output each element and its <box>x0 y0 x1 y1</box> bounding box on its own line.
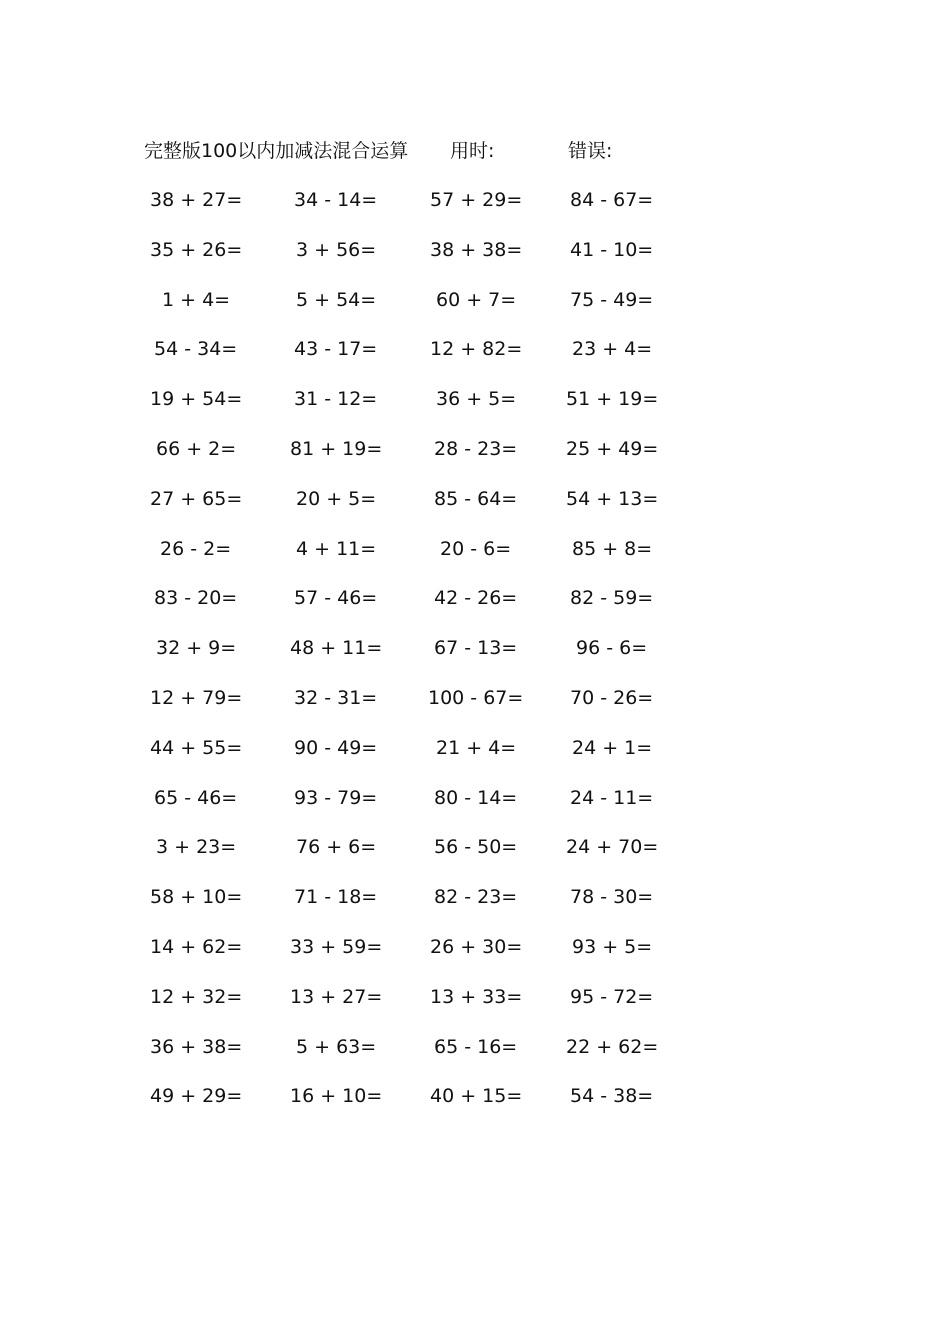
problem-row <box>0 285 950 335</box>
problem-item: 38 + 27= <box>150 189 243 211</box>
problem-row <box>0 733 950 783</box>
problem-item: 5 + 63= <box>296 1035 377 1058</box>
problem-item: 81 + 19= <box>290 437 383 460</box>
problem-row <box>0 484 950 534</box>
problem-grid <box>0 185 950 1131</box>
problem-item: 26 - 2= <box>160 537 232 560</box>
problem-row <box>0 185 950 235</box>
problem-item: 82 - 23= <box>434 886 518 909</box>
problem-item: 13 + 33= <box>430 985 523 1008</box>
problem-item: 44 + 55= <box>150 736 243 759</box>
problem-item: 26 + 30= <box>430 935 523 958</box>
problem-item: 60 + 7= <box>436 288 517 311</box>
problem-row <box>0 932 950 982</box>
problem-row <box>0 583 950 633</box>
problem-item: 82 - 59= <box>570 587 654 610</box>
problem-item: 58 + 10= <box>150 886 243 909</box>
errors-label: 错误: <box>568 140 613 162</box>
problem-item: 83 - 20= <box>154 587 238 610</box>
problem-row <box>0 633 950 683</box>
problem-row <box>0 334 950 384</box>
problem-item: 25 + 49= <box>566 437 659 460</box>
worksheet-header <box>0 136 950 166</box>
problem-item: 80 - 14= <box>434 786 518 809</box>
problem-row <box>0 783 950 833</box>
problem-item: 67 - 13= <box>434 637 518 660</box>
problem-item: 20 + 5= <box>296 487 377 510</box>
problem-item: 35 + 26= <box>150 238 243 261</box>
problem-item: 3 + 56= <box>296 238 377 261</box>
problem-row <box>0 832 950 882</box>
problem-row <box>0 534 950 584</box>
problem-item: 48 + 11= <box>290 637 383 660</box>
problem-item: 43 - 17= <box>294 338 378 361</box>
problem-item: 19 + 54= <box>150 388 243 411</box>
problem-item: 93 - 79= <box>294 786 378 809</box>
problem-item: 54 - 34= <box>154 338 238 361</box>
problem-item: 21 + 4= <box>436 736 517 759</box>
problem-item: 70 - 26= <box>570 686 654 709</box>
problem-item: 100 - 67= <box>428 686 524 709</box>
problem-item: 34 - 14= <box>294 189 378 211</box>
problem-item: 12 + 82= <box>430 338 523 361</box>
problem-item: 5 + 54= <box>296 288 377 311</box>
problem-row <box>0 1081 950 1131</box>
problem-item: 66 + 2= <box>156 437 237 460</box>
problem-item: 16 + 10= <box>290 1085 383 1108</box>
problem-item: 22 + 62= <box>566 1035 659 1058</box>
problem-item: 54 + 13= <box>566 487 659 510</box>
problem-item: 1 + 4= <box>162 288 231 311</box>
worksheet-title: 完整版100以内加减法混合运算 <box>144 140 409 162</box>
problem-row <box>0 1032 950 1082</box>
problem-item: 32 - 31= <box>294 686 378 709</box>
problem-item: 23 + 4= <box>572 338 653 361</box>
problem-item: 71 - 18= <box>294 886 378 909</box>
problem-row <box>0 434 950 484</box>
problem-row <box>0 384 950 434</box>
problem-row <box>0 235 950 285</box>
problem-item: 33 + 59= <box>290 935 383 958</box>
problem-item: 57 - 46= <box>294 587 378 610</box>
problem-item: 90 - 49= <box>294 736 378 759</box>
problem-item: 95 - 72= <box>570 985 654 1008</box>
problem-item: 4 + 11= <box>296 537 377 560</box>
problem-item: 65 - 46= <box>154 786 238 809</box>
problem-item: 24 + 70= <box>566 836 659 859</box>
problem-item: 27 + 65= <box>150 487 243 510</box>
problem-item: 38 + 38= <box>430 238 523 261</box>
problem-item: 56 - 50= <box>434 836 518 859</box>
problem-item: 12 + 79= <box>150 686 243 709</box>
problem-item: 78 - 30= <box>570 886 654 909</box>
problem-item: 13 + 27= <box>290 985 383 1008</box>
problem-item: 14 + 62= <box>150 935 243 958</box>
problem-item: 51 + 19= <box>566 388 659 411</box>
problem-item: 57 + 29= <box>430 189 523 211</box>
problem-item: 85 - 64= <box>434 487 518 510</box>
problem-item: 84 - 67= <box>570 189 654 211</box>
problem-item: 36 + 38= <box>150 1035 243 1058</box>
problem-row <box>0 982 950 1032</box>
problem-item: 24 - 11= <box>570 786 654 809</box>
problem-item: 32 + 9= <box>156 637 237 660</box>
problem-item: 3 + 23= <box>156 836 237 859</box>
time-label: 用时: <box>450 140 495 162</box>
problem-item: 93 + 5= <box>572 935 653 958</box>
problem-item: 42 - 26= <box>434 587 518 610</box>
problem-item: 24 + 1= <box>572 736 653 759</box>
problem-item: 65 - 16= <box>434 1035 518 1058</box>
problem-item: 12 + 32= <box>150 985 243 1008</box>
problem-item: 31 - 12= <box>294 388 378 411</box>
problem-item: 96 - 6= <box>576 637 648 660</box>
problem-item: 28 - 23= <box>434 437 518 460</box>
problem-row <box>0 882 950 932</box>
problem-item: 41 - 10= <box>570 238 654 261</box>
problem-item: 85 + 8= <box>572 537 653 560</box>
problem-item: 76 + 6= <box>296 836 377 859</box>
problem-item: 54 - 38= <box>570 1085 654 1108</box>
problem-item: 20 - 6= <box>440 537 512 560</box>
problem-item: 75 - 49= <box>570 288 654 311</box>
problem-item: 36 + 5= <box>436 388 517 411</box>
problem-item: 40 + 15= <box>430 1085 523 1108</box>
problem-row <box>0 683 950 733</box>
problem-item: 49 + 29= <box>150 1085 243 1108</box>
